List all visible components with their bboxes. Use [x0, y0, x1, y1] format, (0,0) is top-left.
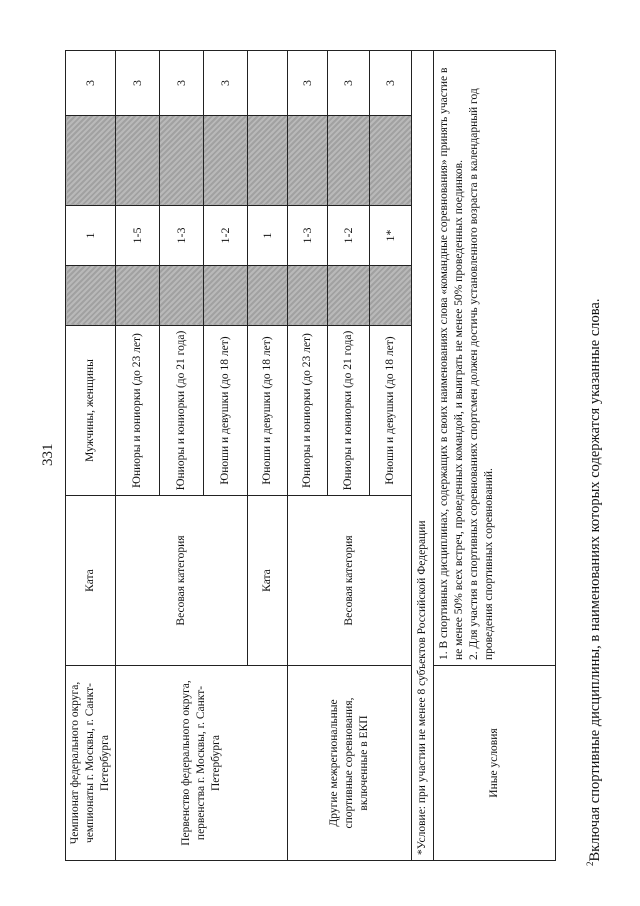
- count-cell: 3: [327, 51, 369, 116]
- shaded-cell: [115, 266, 159, 326]
- age-group-cell: Юноши и девушки (до 18 лет): [369, 326, 411, 496]
- condition-item: 2. Для участия в спортивных соревнованиях спортсмен должен достичь установленного возраста в календарный год проведения спортивных соревнований.: [467, 88, 495, 660]
- condition-note: *Условие: при участии не менее 8 субъектов Российской Федерации: [411, 51, 433, 861]
- age-group-cell: Мужчины, женщины: [66, 326, 116, 496]
- condition-item: 1. В спортивных дисциплинах, содержащих в своих наименованиях слова «командные соревнования» принять участие в не менее 50% всех встреч, проведенных командой, и выиграть не менее 50% проведенных поединков.: [437, 67, 465, 660]
- discipline-cell: Ката: [247, 496, 287, 666]
- shaded-cell: [203, 266, 247, 326]
- shaded-cell: [115, 116, 159, 206]
- other-conditions-label: Иные условия: [433, 666, 555, 861]
- places-cell: 1-3: [159, 206, 203, 266]
- count-cell: 3: [66, 51, 116, 116]
- table-row: [115, 51, 159, 861]
- places-cell: 1*: [369, 206, 411, 266]
- count-cell: 3: [203, 51, 247, 116]
- table-row: [287, 51, 327, 861]
- shaded-cell: [287, 116, 327, 206]
- discipline-cell: Весовая категория: [287, 496, 411, 666]
- age-group-cell: Юниоры и юниорки (до 21 года): [327, 326, 369, 496]
- table-row: [433, 51, 555, 861]
- footnote: [585, 299, 604, 867]
- places-cell: 1: [66, 206, 116, 266]
- shaded-cell: [66, 116, 116, 206]
- count-cell: 3: [115, 51, 159, 116]
- shaded-cell: [327, 116, 369, 206]
- discipline-cell: Ката: [66, 496, 116, 666]
- places-cell: 1-5: [115, 206, 159, 266]
- page-number: 331: [40, 443, 56, 466]
- shaded-cell: [247, 116, 287, 206]
- count-cell: [247, 51, 287, 116]
- shaded-cell: [159, 116, 203, 206]
- age-group-cell: Юниоры и юниорки (до 23 лет): [287, 326, 327, 496]
- event-cell: Другие межрегиональные спортивные соревнования, включенные в ЕКП: [287, 666, 411, 861]
- shaded-cell: [287, 266, 327, 326]
- age-group-cell: Юниоры и юниорки (до 21 года): [159, 326, 203, 496]
- age-group-cell: Юноши и девушки (до 18 лет): [247, 326, 287, 496]
- shaded-cell: [369, 266, 411, 326]
- other-conditions-text: [433, 51, 555, 666]
- shaded-cell: [66, 266, 116, 326]
- shaded-cell: [203, 116, 247, 206]
- places-cell: 1-3: [287, 206, 327, 266]
- shaded-cell: [369, 116, 411, 206]
- event-cell: Первенство федерального округа, первенства г. Москвы, г. Санкт-Петербурга: [115, 666, 287, 861]
- shaded-cell: [327, 266, 369, 326]
- count-cell: 3: [369, 51, 411, 116]
- discipline-cell: Весовая категория: [115, 496, 247, 666]
- table-row: [411, 51, 433, 861]
- places-cell: 1-2: [203, 206, 247, 266]
- count-cell: 3: [159, 51, 203, 116]
- shaded-cell: [159, 266, 203, 326]
- count-cell: 3: [287, 51, 327, 116]
- footnote-text: Включая спортивные дисциплины, в наименованиях которых содержатся указанные слова.: [586, 298, 603, 862]
- requirements-table: [65, 50, 556, 861]
- age-group-cell: Юниоры и юниорки (до 23 лет): [115, 326, 159, 496]
- places-cell: 1: [247, 206, 287, 266]
- shaded-cell: [247, 266, 287, 326]
- event-cell: Чемпионат федерального округа, чемпионаты г. Москвы, г. Санкт-Петербурга: [66, 666, 116, 861]
- table-row: [66, 51, 116, 861]
- footnote-marker: 2: [585, 861, 595, 866]
- age-group-cell: Юноши и девушки (до 18 лет): [203, 326, 247, 496]
- places-cell: 1-2: [327, 206, 369, 266]
